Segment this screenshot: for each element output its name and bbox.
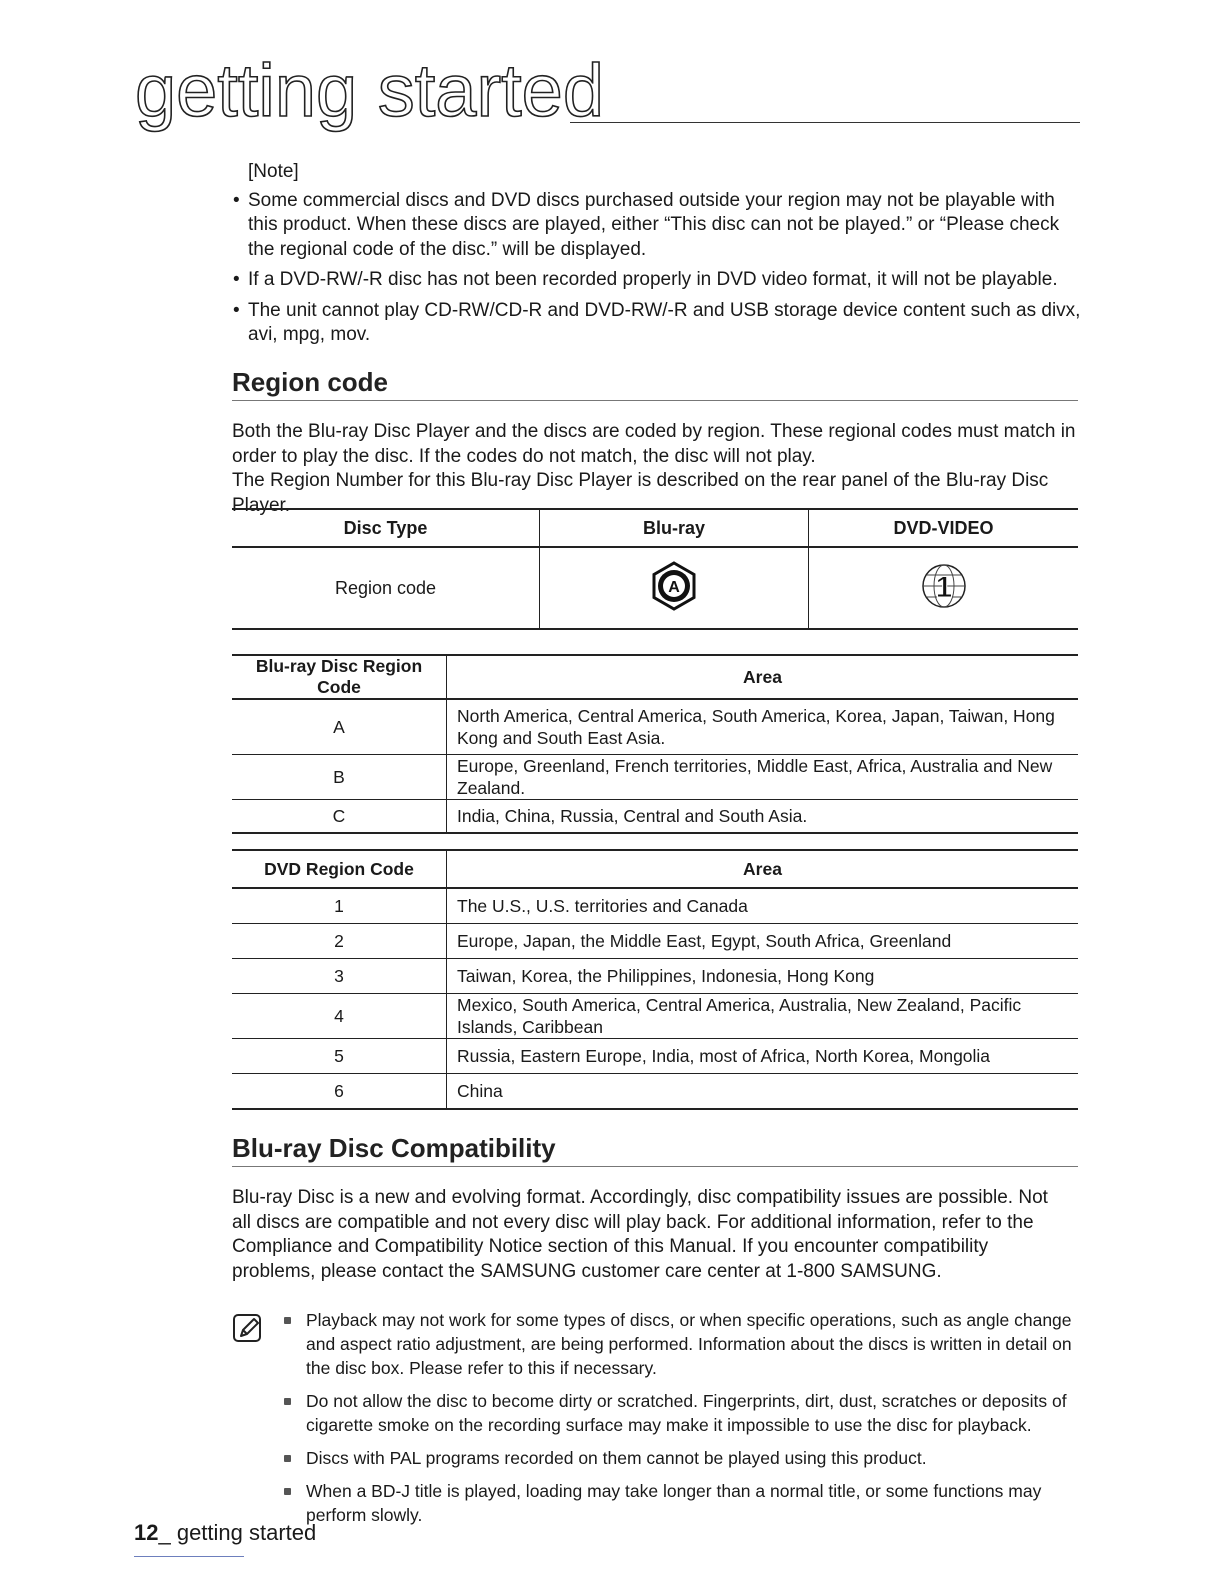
- table-header: Blu-ray: [540, 509, 809, 547]
- footer-section: _ getting started: [158, 1520, 317, 1545]
- page-header: [130, 48, 1080, 138]
- disc-type-table: [232, 508, 1078, 630]
- region-a-icon: [649, 561, 699, 616]
- list-item: Do not allow the disc to become dirty or scratched. Fingerprints, dirt, dust, scratches or deposits of cigarette smoke on the recording surface may make it impossible to use the disc for playback.: [306, 1389, 1092, 1437]
- bluray-region-cell: [540, 547, 809, 629]
- table-row: 5 Russia, Eastern Europe, India, most of Africa, North Korea, Mongolia: [232, 1039, 1078, 1074]
- compatibility-note-list: [232, 1308, 1092, 1527]
- dvd-region-table: [232, 849, 1078, 1110]
- svg-text:1: 1: [935, 570, 952, 604]
- svg-text:A: A: [668, 578, 680, 596]
- compatibility-notes: [232, 1308, 1092, 1536]
- table-header: Blu-ray Disc Region Code: [232, 655, 447, 699]
- list-item: When a BD-J title is played, loading may take longer than a normal title, or some functions may perform slowly.: [306, 1479, 1092, 1527]
- table-header: Area: [743, 858, 782, 879]
- region-1-globe-icon: [918, 561, 970, 616]
- bluray-region-table: [232, 654, 1078, 834]
- list-item: • If a DVD-RW/-R disc has not been recorded properly in DVD video format, it will not be playable.: [233, 269, 1058, 290]
- note-pencil-icon: [232, 1312, 264, 1344]
- row-label: Region code: [334, 577, 437, 598]
- table-row: 1 The U.S., U.S. territories and Canada: [232, 888, 1078, 924]
- table-row: 4 Mexico, South America, Central America, Australia, New Zealand, Pacific Islands, Caribbean: [232, 994, 1078, 1039]
- table-header: DVD Region Code: [232, 850, 447, 888]
- region-code-heading: Region code: [232, 366, 1078, 401]
- table-row: B Europe, Greenland, French territories, Middle East, Africa, Australia and New Zealand.: [232, 755, 1078, 800]
- header-rule: [570, 122, 1080, 123]
- page-footer: [134, 1520, 316, 1546]
- list-item: Discs with PAL programs recorded on them cannot be played using this product.: [306, 1446, 1092, 1470]
- table-row: 6 China: [232, 1074, 1078, 1110]
- footer-rule: [134, 1556, 244, 1557]
- table-row: A North America, Central America, South America, Korea, Japan, Taiwan, Hong Kong and South East Asia.: [232, 699, 1078, 755]
- table-row: 2 Europe, Japan, the Middle East, Egypt, South Africa, Greenland: [232, 924, 1078, 959]
- list-item: • The unit cannot play CD-RW/CD-R and DVD-RW/-R and USB storage device content such as divx, avi, mpg, mov.: [233, 299, 1081, 345]
- dvd-region-cell: [809, 547, 1079, 629]
- table-row: 3 Taiwan, Korea, the Philippines, Indonesia, Hong Kong: [232, 959, 1078, 994]
- table-header: Area: [743, 666, 782, 687]
- list-item: • Some commercial discs and DVD discs purchased outside your region may not be playable with this product. When these discs are played, either “This disc can not be played.” or “Please check the regional code of the disc.” will be displayed.: [233, 189, 1060, 260]
- page-title: getting started: [135, 49, 604, 132]
- note-label: [Note]: [248, 161, 299, 182]
- region-code-paragraph: Both the Blu-ray Disc Player and the discs are coded by region. These regional codes must match in order to play the disc. If the codes do not match, the disc will not play. The Region Number for this Blu-ray Disc Player is described on the rear panel of the Blu-ray Disc Player.: [232, 421, 1076, 516]
- table-row: C India, China, Russia, Central and South Asia.: [232, 800, 1078, 834]
- page-number: 12: [134, 1520, 159, 1545]
- compatibility-paragraph: Blu-ray Disc is a new and evolving format. Accordingly, disc compatibility issues are possible. Not all discs are compatible and not every disc will play back. For additional information, refer to the Compliance and Compatibility Notice section of this Manual. If you encounter compatibility problems, please contact the SAMSUNG customer care center at 1-800 SAMSUNG.: [232, 1187, 1048, 1282]
- table-header: Disc Type: [343, 517, 428, 538]
- note-block: [233, 160, 1088, 354]
- note-list: [233, 189, 1088, 348]
- list-item: Playback may not work for some types of discs, or when specific operations, such as angle change and aspect ratio adjustment, are being performed. Information about the discs is written in detail on the disc box. Please refer to this if necessary.: [306, 1308, 1092, 1380]
- table-header: DVD-VIDEO: [809, 509, 1079, 547]
- compatibility-heading: Blu-ray Disc Compatibility: [232, 1132, 1078, 1167]
